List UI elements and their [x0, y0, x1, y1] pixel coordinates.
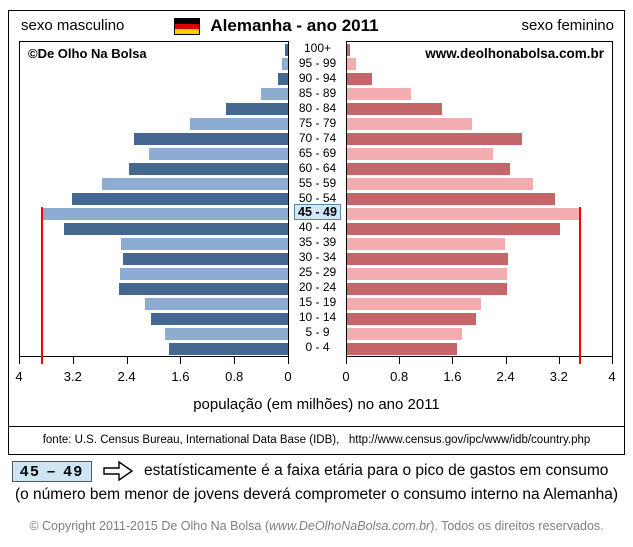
copyright-suffix: ). Todos os direitos reservados. [430, 519, 604, 533]
x-axis-tick [559, 357, 560, 364]
age-label-80-84: 80 - 84 [298, 100, 337, 115]
chart-title: Alemanha - ano 2011 [210, 16, 379, 35]
x-axis-tick [127, 357, 128, 364]
germany-flag-icon [174, 18, 200, 35]
age-label-30-34: 30 - 34 [298, 250, 337, 265]
x-tick-label: 1.6 [443, 369, 462, 384]
annotation-line2: (o número bem menor de jovens deverá comprometer o consumo interno na Alemanha) [14, 486, 619, 503]
annotation-row [12, 460, 627, 482]
x-tick-label: 2.4 [496, 369, 515, 384]
age-label-70-74: 70 - 74 [298, 130, 337, 145]
annotation-line1: estatísticamente é a faixa etária para o pico de gastos em consumo [144, 462, 609, 479]
male-bar-75-79 [190, 118, 288, 130]
male-panel [19, 41, 289, 357]
female-bar-20-24 [347, 283, 507, 295]
male-bar-20-24 [119, 283, 289, 295]
age-label-45-49: 45 - 49 [289, 205, 346, 220]
peak-marker-line [41, 207, 43, 364]
male-bar-0-4 [169, 343, 288, 355]
x-axis-tick [288, 357, 289, 364]
watermark-url: www.deolhonabolsa.com.br [425, 46, 604, 61]
age-label-40-44: 40 - 44 [298, 220, 337, 235]
female-bar-70-74 [347, 133, 522, 145]
age-label-55-59: 55 - 59 [298, 175, 337, 190]
male-axis-title: sexo masculino [21, 17, 125, 34]
male-bar-70-74 [134, 133, 288, 145]
female-axis-title: sexo feminino [521, 17, 614, 34]
x-tick-label: 3.2 [63, 369, 82, 384]
male-bar-15-19 [145, 298, 288, 310]
female-bar-85-89 [347, 88, 411, 100]
age-label-35-39: 35 - 39 [298, 235, 337, 250]
female-bar-55-59 [347, 178, 533, 190]
female-bar-5-9 [347, 328, 462, 340]
x-tick-label: 0 [342, 369, 350, 384]
x-axis-tick [452, 357, 453, 364]
male-bar-40-44 [64, 223, 288, 235]
x-tick-label: 0.8 [225, 369, 244, 384]
age-label-100plus: 100+ [303, 41, 332, 55]
age-label-60-64: 60 - 64 [298, 160, 337, 175]
female-bar-95-99 [347, 58, 356, 70]
age-label-90-94: 90 - 94 [298, 70, 337, 85]
male-bar-65-69 [149, 148, 288, 160]
age-label-5-9: 5 - 9 [305, 325, 330, 340]
female-bar-30-34 [347, 253, 508, 265]
x-axis-tick [234, 357, 235, 364]
peak-marker-line [579, 207, 581, 364]
male-bar-30-34 [123, 253, 288, 265]
female-bar-100plus [347, 44, 350, 56]
female-bar-10-14 [347, 313, 476, 325]
female-bar-45-49 [347, 208, 580, 220]
x-axis-tick [612, 357, 613, 364]
male-bar-55-59 [102, 178, 288, 190]
female-panel [346, 41, 613, 357]
source-text: fonte: U.S. Census Bureau, International Data Base (IDB), http://www.census.gov/ipc/www/idb/country.php [42, 434, 591, 446]
age-range-badge: 45 – 49 [12, 461, 92, 482]
female-bar-15-19 [347, 298, 481, 310]
age-label-95-99: 95 - 99 [298, 55, 337, 70]
male-bar-25-29 [120, 268, 288, 280]
female-bar-40-44 [347, 223, 560, 235]
x-tick-label: 0.8 [390, 369, 409, 384]
male-bar-90-94 [278, 73, 288, 85]
male-bar-60-64 [129, 163, 288, 175]
female-bar-90-94 [347, 73, 372, 85]
x-axis-tick [399, 357, 400, 364]
watermark-brand: ©De Olho Na Bolsa [28, 46, 147, 61]
male-bar-85-89 [261, 88, 288, 100]
x-axis-tick [180, 357, 181, 364]
source-divider [9, 426, 624, 427]
x-tick-label: 2.4 [117, 369, 136, 384]
age-label-65-69: 65 - 69 [298, 145, 337, 160]
male-bar-10-14 [151, 313, 288, 325]
male-bar-35-39 [121, 238, 288, 250]
chart-frame [8, 10, 625, 455]
female-bar-35-39 [347, 238, 505, 250]
x-axis-tick [506, 357, 507, 364]
male-bar-100plus [285, 44, 288, 56]
x-axis-tick [19, 357, 20, 364]
female-bar-0-4 [347, 343, 457, 355]
age-label-15-19: 15 - 19 [298, 295, 337, 310]
copyright-url: www.DeOlhoNaBolsa.com.br [269, 519, 431, 533]
x-tick-label: 1.6 [171, 369, 190, 384]
age-label-10-14: 10 - 14 [298, 310, 337, 325]
age-label-25-29: 25 - 29 [298, 265, 337, 280]
male-bar-50-54 [72, 193, 288, 205]
x-axis-title: população (em milhões) no ano 2011 [193, 396, 440, 413]
male-bar-5-9 [165, 328, 288, 340]
age-label-20-24: 20 - 24 [298, 280, 337, 295]
copyright-prefix: © Copyright 2011-2015 De Olho Na Bolsa ( [29, 519, 270, 533]
female-bar-75-79 [347, 118, 472, 130]
female-bar-50-54 [347, 193, 555, 205]
x-axis-tick [346, 357, 347, 364]
x-tick-label: 4 [15, 369, 23, 384]
age-label-0-4: 0 - 4 [305, 340, 330, 355]
male-bar-95-99 [282, 58, 288, 70]
female-bar-25-29 [347, 268, 507, 280]
x-tick-label: 3.2 [549, 369, 568, 384]
female-bar-80-84 [347, 103, 442, 115]
age-label-85-89: 85 - 89 [298, 85, 337, 100]
x-tick-label: 4 [608, 369, 616, 384]
x-tick-label: 0 [284, 369, 292, 384]
female-bar-60-64 [347, 163, 510, 175]
copyright-line [0, 519, 633, 533]
male-bar-80-84 [226, 103, 288, 115]
male-bar-45-49 [42, 208, 288, 220]
age-label-50-54: 50 - 54 [298, 190, 337, 205]
age-labels-column [289, 41, 346, 357]
age-label-75-79: 75 - 79 [298, 115, 337, 130]
right-arrow-icon [102, 460, 134, 482]
x-axis-tick [73, 357, 74, 364]
female-bar-65-69 [347, 148, 493, 160]
